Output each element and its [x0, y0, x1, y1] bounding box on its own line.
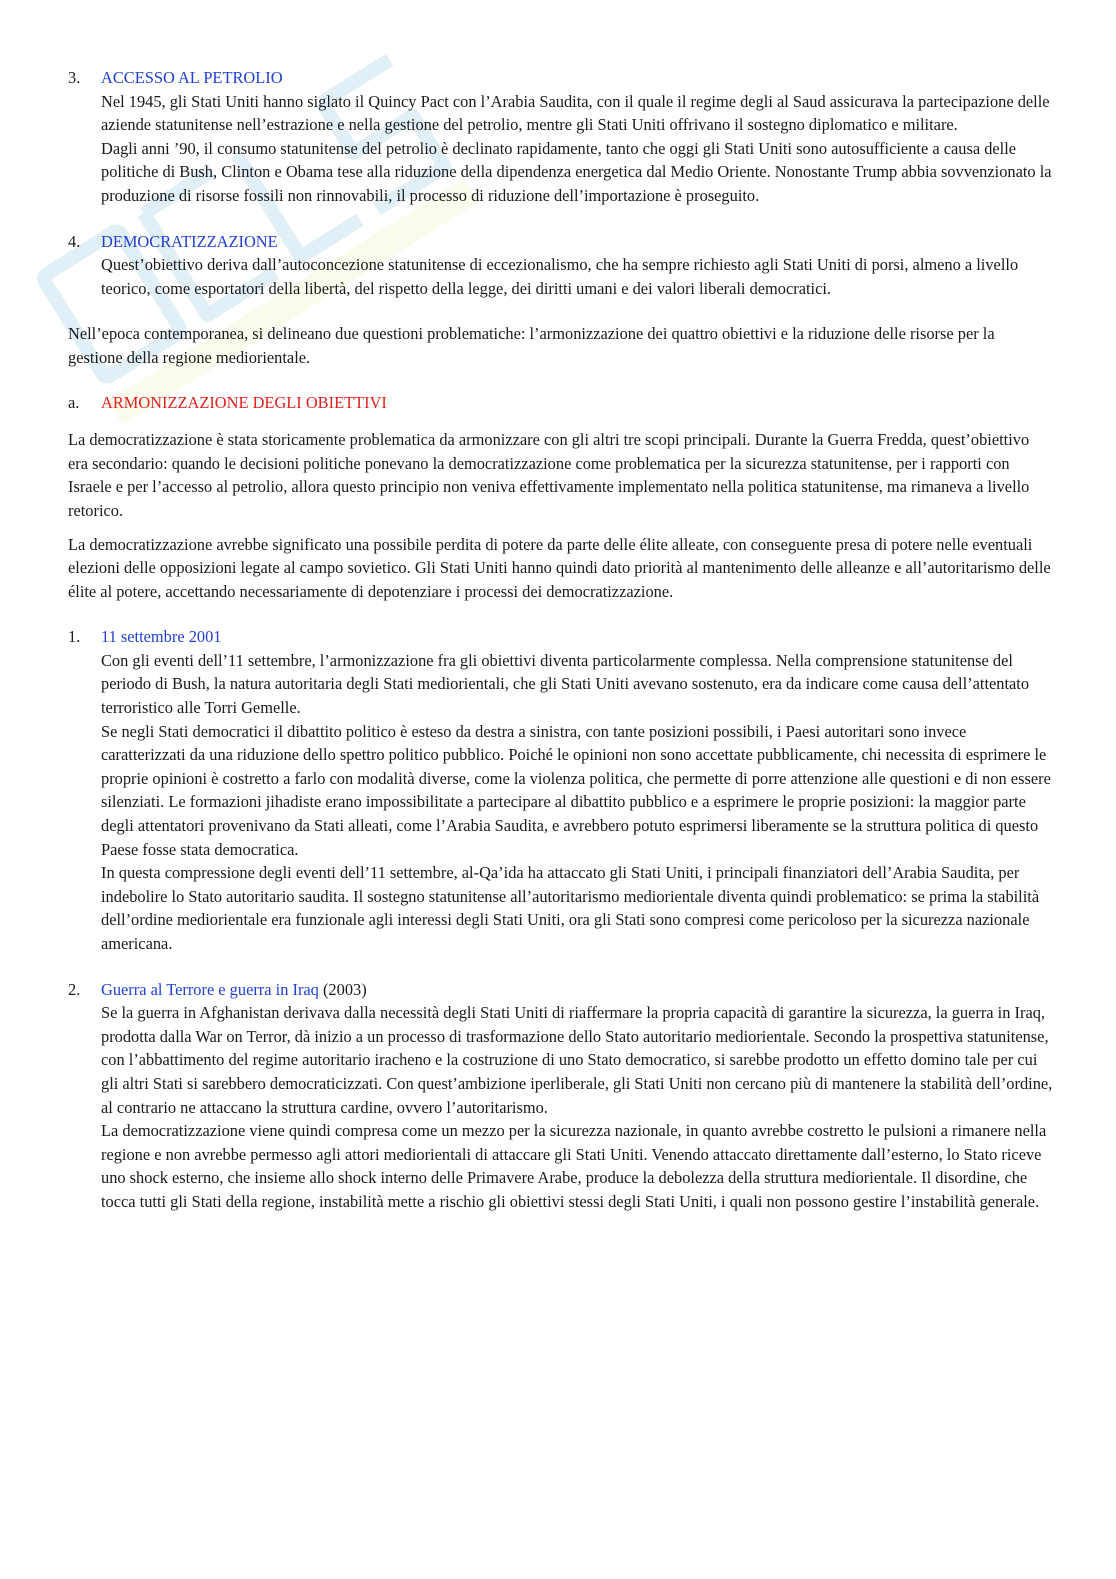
list-number: 2.	[68, 979, 81, 999]
subsection-heading: 11 settembre 2001	[101, 627, 222, 647]
section-heading: ARMONIZZAZIONE DEGLI OBIETTIVI	[101, 392, 387, 412]
intro-paragraph: Nell’epoca contemporanea, si delineano due questioni problematiche: l’armonizzazione dei quattro obiettivi e la riduzione delle risorse per la gestione della regione mediorientale.	[68, 324, 995, 367]
paragraph: Dagli anni ’90, il consumo statunitense del petrolio è declinato rapidamente, tanto che oggi gli Stati Uniti sono autosufficiente a causa delle politiche di Bush, Clinton e Obama tese alla riduzione della dipendenza energetica dal Medio Oriente. Nonostante Trump abbia sovvenzionato la produzione di risorse fossili non rinnovabili, il processo di riduzione dell’importazione è proseguito.	[101, 138, 1052, 205]
list-letter: a.	[68, 392, 80, 412]
paragraph: In questa compressione degli eventi dell’11 settembre, al-Qa’ida ha attaccato gli Stati Uniti, i principali finanziatori dell’Arabia Saudita, per indebolire lo Stato autoritario saudita. Il sostegno statunitense all’autoritarismo mediorientale diventa quindi problematico: se prima la stabilità dell’ordine mediorientale era funzionale agli interessi degli Stati Uniti, ora gli Stati sono compresi come pericoloso per la sicurezza nazionale americana.	[101, 863, 1040, 953]
section-3	[68, 66, 1053, 208]
document-page	[68, 66, 1053, 1214]
paragraph: Quest’obiettivo deriva dall’autoconcezione statunitense di eccezionalismo, che ha sempre richiesto agli Stati Uniti di porsi, almeno a livello teorico, come esportatori della libertà, del rispetto della legge, dei diritti umani e dei valori liberali democratici.	[101, 255, 1019, 298]
section-a-heading	[68, 391, 1053, 415]
section-heading: DEMOCRATIZZAZIONE	[101, 231, 278, 251]
subsection-heading-title: Guerra al Terrore e guerra in Iraq	[101, 979, 319, 999]
list-number: 3.	[68, 68, 81, 87]
subsection-heading	[101, 978, 1053, 1002]
subsection-heading-year: (2003)	[318, 979, 367, 999]
list-number: 4.	[68, 231, 81, 251]
paragraph: La democratizzazione viene quindi compresa come un mezzo per la sicurezza nazionale, in quanto avrebbe costretto le pulsioni a rimanere nella regione e non avrebbe permesso agli attori mediorientali di attaccare gli Stati Uniti. Venendo attaccato direttamente dall’esterno, lo Stato riceve uno shock esterno, che insieme allo shock interno delle Primavere Arabe, produce la debolezza della struttura mediorientale. Il disordine, che tocca tutti gli Stati della regione, instabilità mette a rischio gli obiettivi stessi degli Stati Uniti, i quali non possono gestire l’instabilità generale.	[101, 1121, 1047, 1211]
subsection-2	[68, 978, 1053, 1214]
section-heading: ACCESSO AL PETROLIO	[101, 68, 283, 87]
section-4	[68, 230, 1053, 301]
paragraph: Nel 1945, gli Stati Uniti hanno siglato il Quincy Pact con l’Arabia Saudita, con il quale il regime degli al Saud assicurava la partecipazione delle aziende statunitense nell’estrazione e nella gestione del petrolio, mentre gli Stati Uniti offrivano il sostegno diplomatico e militare.	[101, 91, 1050, 135]
paragraph: Se negli Stati democratici il dibattito politico è esteso da destra a sinistra, con tante posizioni possibili, i Paesi autoritari sono invece caratterizzati da una riduzione dello spettro politico pubblico. Poiché le opinioni non sono accettate pubblicamente, chi necessita di esprimere le proprie opinioni è costretto a farlo con modalità diverse, come la violenza politica, che permette di porre attenzione alle questioni e di non essere silenziati. Le formazioni jihadiste erano impossibilitate a partecipare al dibattito pubblico e a esprimere le proprie posizioni: la maggior parte degli attentatori provenivano da Stati alleati, come l’Arabia Saudita, e avrebbero potuto esprimersi liberamente se la struttura politica di questo Paese fosse stata democratica.	[101, 721, 1051, 859]
paragraph: Con gli eventi dell’11 settembre, l’armonizzazione fra gli obiettivi diventa particolarmente complessa. Nella comprensione statunitense del periodo di Bush, la natura autoritaria degli Stati mediorientali, che gli Stati Uniti avevano sostenuto, era da indicare come causa dell’attentato terroristico alle Torri Gemelle.	[101, 650, 1030, 718]
list-number: 1.	[68, 627, 81, 647]
paragraph: La democratizzazione avrebbe significato una possibile perdita di potere da parte delle élite alleate, con conseguente presa di potere nelle eventuali elezioni delle opposizioni legate al campo sovietico. Gli Stati Uniti hanno quindi dato priorità al mantenimento delle alleanze e all’autoritarismo delle élite al potere, accettando necessariamente di depotenziare i processi dei democratizzazione.	[68, 534, 1051, 601]
paragraph: Se la guerra in Afghanistan derivava dalla necessità degli Stati Uniti di riaffermare la propria capacità di garantire la sicurezza, la guerra in Iraq, prodotta dalla War on Terror, dà inizio a un processo di trasformazione dello Stato autoritario mediorientale. Secondo la prospettiva statunitense, con l’abbattimento del regime autoritario iracheno e la costruzione di uno Stato democratico, si sarebbe prodotto un effetto domino tale per cui gli altri Stati si sarebbero democraticizzati. Con quest’ambizione iperliberale, gli Stati Uniti non cercano più di mantenere la stabilità dell’ordine, al contrario ne attaccano la struttura cardine, ovvero l’autoritarismo.	[101, 1003, 1053, 1117]
subsection-1	[68, 625, 1053, 955]
paragraph: La democratizzazione è stata storicamente problematica da armonizzare con gli altri tre scopi principali. Durante la Guerra Fredda, quest’obiettivo era secondario: quando le decisioni politiche ponevano la democratizzazione come problematica per la sicurezza statunitense, per i rapporti con Israele e per l’accesso al petrolio, allora questo principio non veniva effettivamente implementato nella politica statunitense, ma rimaneva a livello retorico.	[68, 430, 1030, 520]
